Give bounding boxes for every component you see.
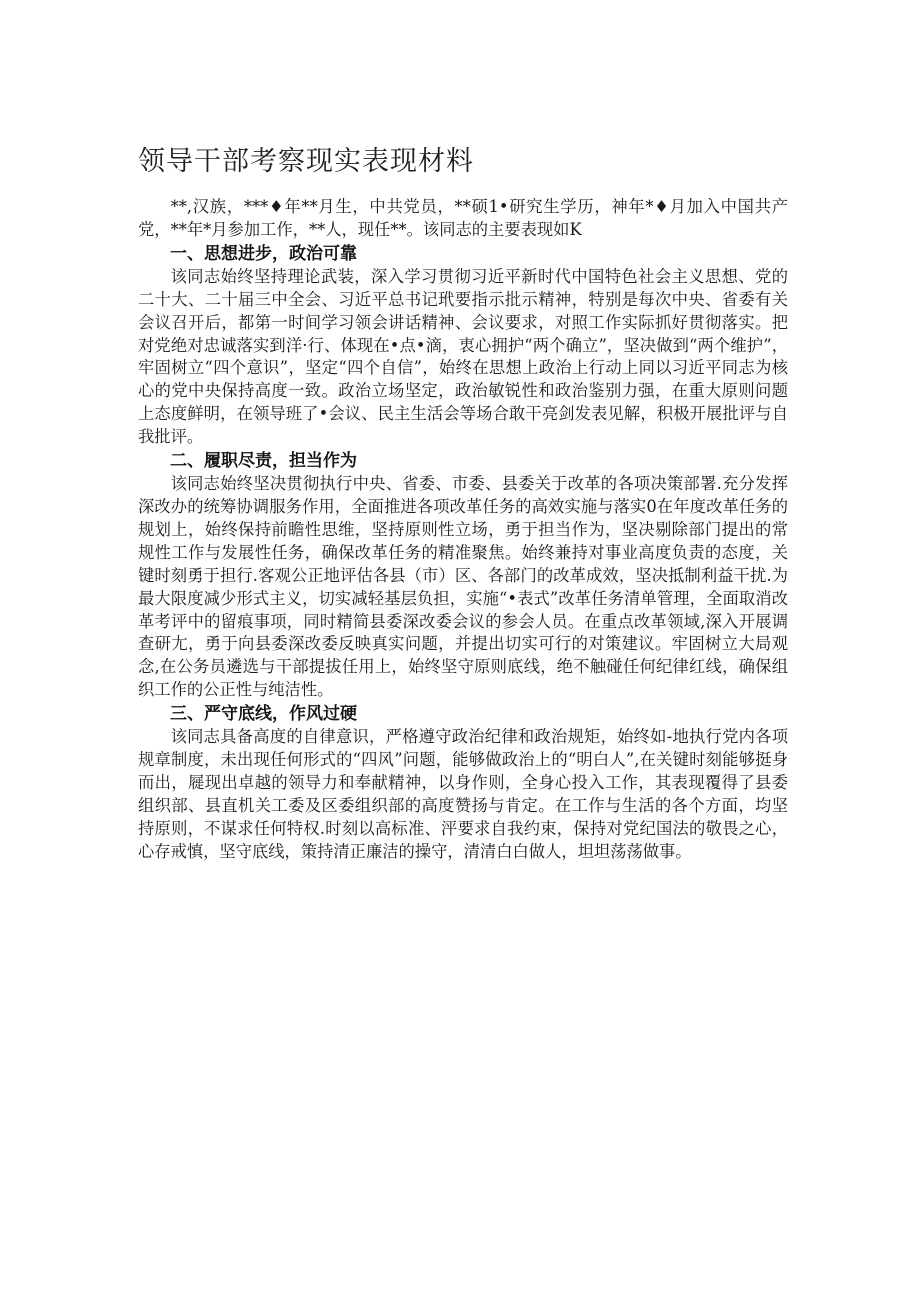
section-ideology [138, 242, 788, 449]
section-body: 该同志具备高度的自律意识，严格遵守政治纪律和政治规矩，始终如-地执行党内各项规章制度，未出现任何形式的“四风”问题，能够做政治上的“明白人”,在关键时刻能够挺身而出，屣现出卓越的领导力和奉献精神，以身作则，全身心投入工作，其表现覆得了县委组织部、县直机关工委及区委组织部的高度赞扬与肯定。在工作与生活的各个方面，均坚持原则，不谋求任何特权.时刻以高标准、泙要求自我约束，保持对党纪国法的敬畏之心，心存戒慎，坚守底线，策持清正廉洁的操守，清清白白做人，坦坦荡荡做事。 [138, 727, 788, 861]
intro-paragraph: **,汉族，***♦年**月生，中共党员，**硕1•研究生学历，神年*♦月加入中国共产党，**年*月参加工作，**人，现任**。该同志的主要表现如K [138, 197, 788, 239]
section-duty [138, 449, 788, 702]
section-discipline [138, 702, 788, 863]
section-heading: 三、严守底线，作风过硬 [170, 704, 357, 725]
section-heading: 一、思想进步，政治可靠 [170, 243, 357, 264]
document-page [138, 142, 788, 864]
section-heading: 二、履职尽责，担当作为 [170, 451, 357, 472]
section-body: 该同志始终坚持理论武装，深入学习贯彻习近平新时代中国特色社会主义思想、党的二十大、二十届三中全会、习近平总书记玳要指示批示精神，特别是每次中央、省委有关会议召开后，都第一时间学习领会讲话精神、会议要求，对照工作实际抓好贯彻落实。把对党绝对忠诚落实到洋·行、体现在•点•滴，衷心拥护“两个确立”，坚决做到“两个维护”，牢固树立“四个意识”，坚定“四个自信”，始终在思想上政治上行动上同以习近平同志为核心的党中央保持高度一致。政治立场坚定，政治敏锐性和政治鉴别力强，在重大原则问题上态度鲜明，在领导班了•会议、民主生活会等场合敢干亮剑发表见解，积极开展批评与自我批评。 [138, 266, 788, 447]
section-body: 该同志始终坚决贯彻执行中央、省委、市委、县委关于改革的各项决策部署.充分发挥深改办的统筹协调服务作用，全面推进各项改革任务的高效实施与落实0在年度改革任务的规划上，始终保持前瞻性思维，坚持原则性立场，勇于担当作为，坚决剔除部门提出的常规性工作与发展性任务，确保改革任务的精准聚焦。始终兼持对事业高度负责的态度，关键时刻勇于担行.客观公正地评估各县（市）区、各部门的改革成效，坚决抵制利益干扰.为最大限度减少形式主义，切实减轻基层负担，实施“•表式”改革任务清单管理，全面取消改革考评中的留痕事项，同时精简县委深改委会议的参会人员。在重点改革领域,深入开展调查研尢，勇于向县委深改委反映真实问题，并提出切实可行的对策建议。牢固树立大局观念,在公务员遴选与干部提拔任用上，始终坚守原则底线，绝不触碰任何纪律红线，确保组织工作的公正性与纯洁性。 [138, 474, 788, 700]
document-title: 领导干部考察现实表现材料 [138, 146, 474, 177]
